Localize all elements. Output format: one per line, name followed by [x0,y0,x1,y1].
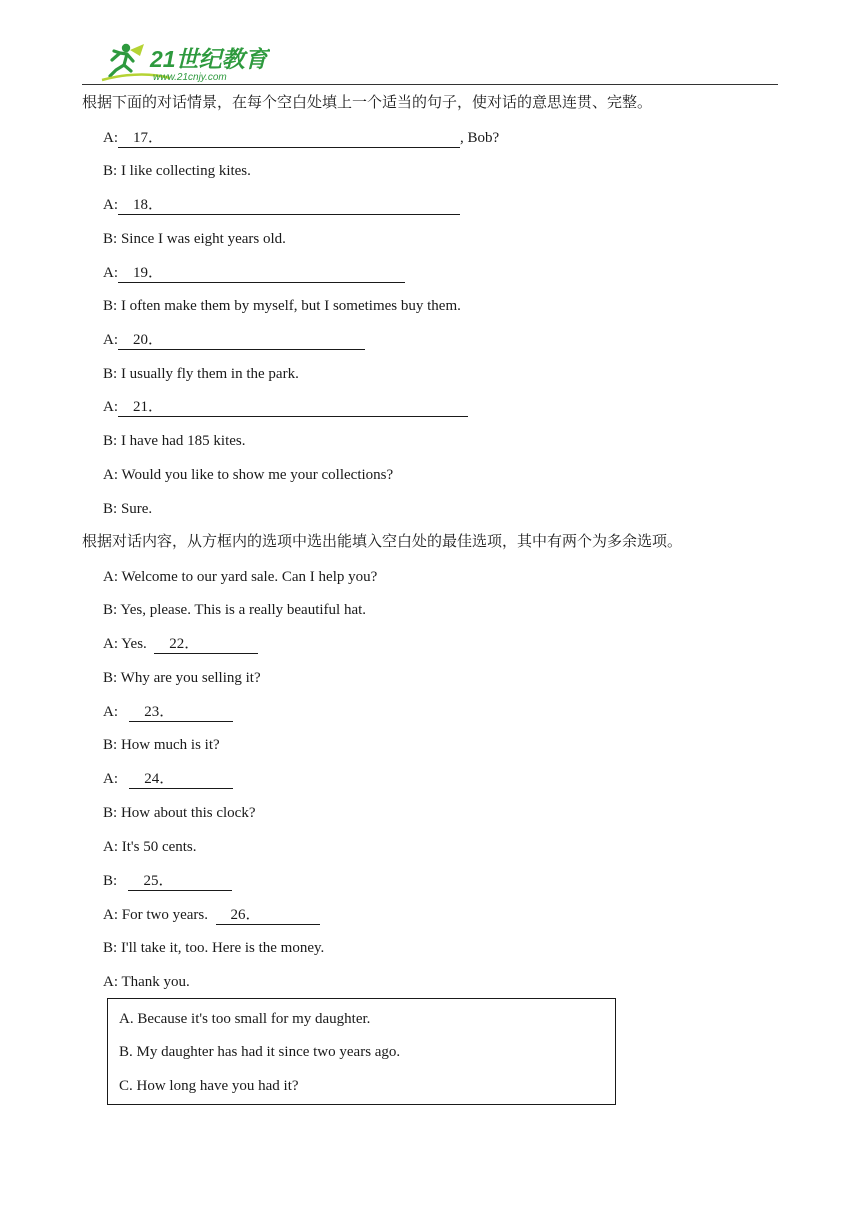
dialogue-line [103,397,468,417]
dialogue-line [103,128,499,148]
blank-number: 24． [144,771,175,787]
line-tail: , Bob? [460,130,500,146]
answer-blank[interactable] [118,398,468,417]
runner-head-icon [122,44,130,52]
speaker: B: [103,940,118,956]
blank-number: 18． [133,197,164,213]
options-box [107,998,616,1105]
speaker: A: [103,332,118,348]
speaker: B: [103,231,118,247]
speaker: B: [103,873,118,889]
dialogue-line [103,905,320,925]
speaker: A: [103,839,118,855]
speaker: A: [103,907,118,923]
line-text: I usually fly them in the park. [120,366,299,382]
dialogue-line [103,499,152,519]
runner-icon [110,51,133,76]
speaker: B: [103,298,118,314]
line-text: Why are you selling it? [120,670,261,686]
speaker: A: [103,467,118,483]
line-text: Thank you. [121,974,190,990]
speaker: A: [103,569,118,585]
dialogue-line [103,263,405,283]
dialogue-line [103,803,256,823]
dialogue-line [103,735,220,755]
speaker: A: [103,197,118,213]
dialogue-line [103,567,377,587]
speaker: B: [103,163,118,179]
speaker: A: [103,771,118,787]
blank-number: 22． [169,636,200,652]
blank-number: 17． [133,130,164,146]
line-text: I'll take it, too. Here is the money. [120,940,325,956]
line-text: It's 50 cents. [121,839,197,855]
speaker: A: [103,130,118,146]
speaker: B: [103,433,118,449]
answer-blank[interactable] [129,703,233,722]
speaker: A: [103,974,118,990]
answer-blank[interactable] [216,906,320,925]
dialogue-line [103,364,299,384]
line-text: Yes, please. This is a really beautiful hat. [120,602,367,618]
answer-blank[interactable] [129,770,233,789]
answer-blank[interactable] [118,196,460,215]
line-text: Yes. [121,636,147,652]
dialogue-line [103,330,365,350]
speaker: A: [103,265,118,281]
dialogue-line [103,161,251,181]
speaker: B: [103,366,118,382]
dialogue-line [103,871,232,891]
blank-number: 21． [133,399,164,415]
speaker: B: [103,501,118,517]
answer-blank[interactable] [118,331,365,350]
answer-blank[interactable] [154,635,258,654]
blank-number: 20． [133,332,164,348]
dialogue-line [103,837,197,857]
option-item[interactable]: A. Because it's too small for my daughter. [119,1011,371,1027]
speaker: A: [103,636,118,652]
line-text: I have had 185 kites. [120,433,246,449]
speaker: A: [103,704,118,720]
logo-url: www.21cnjy.com [153,72,227,83]
speaker: B: [103,805,118,821]
option-item[interactable]: B. My daughter has had it since two years ago. [119,1044,401,1060]
dialogue-line [103,769,233,789]
answer-blank[interactable] [128,872,232,891]
flag-icon [130,44,144,56]
line-text: For two years. [121,907,208,923]
blank-number: 25． [143,873,174,889]
dialogue-line [103,634,258,654]
line-text: Welcome to our yard sale. Can I help you? [121,569,378,585]
dialogue-line [103,229,286,249]
site-logo [100,40,270,86]
line-text: Since I was eight years old. [120,231,286,247]
blank-number: 26． [230,907,261,923]
logo-brand: 21世纪教育 [150,46,268,72]
page-header [0,0,860,90]
line-text: I often make them by myself, but I sometimes buy them. [120,298,461,314]
section1-instruction: 根据下面的对话情景，在每个空白处填上一个适当的句子，使对话的意思连贯、完整。 [82,95,653,111]
speaker: B: [103,670,118,686]
speaker: A: [103,399,118,415]
dialogue-line [103,668,261,688]
section2-instruction: 根据对话内容，从方框内的选项中选出能填入空白处的最佳选项，其中有两个为多余选项。 [82,534,683,550]
dialogue-line [103,972,190,992]
dialogue-line [103,702,233,722]
dialogue-line [103,195,460,215]
speaker: B: [103,602,118,618]
dialogue-line [103,431,246,451]
speaker: B: [103,737,118,753]
blank-number: 19． [133,265,164,281]
option-item[interactable]: C. How long have you had it? [119,1078,299,1094]
header-divider [82,84,778,85]
line-text: Would you like to show me your collections? [121,467,394,483]
line-text: How much is it? [120,737,220,753]
answer-blank[interactable] [118,129,460,148]
line-text: Sure. [120,501,153,517]
dialogue-line [103,600,366,620]
line-text: How about this clock? [120,805,256,821]
answer-blank[interactable] [118,264,405,283]
dialogue-line [103,938,324,958]
dialogue-line [103,465,393,485]
line-text: I like collecting kites. [120,163,251,179]
logo-graphic [100,40,270,86]
blank-number: 23． [144,704,175,720]
dialogue-line [103,296,461,316]
